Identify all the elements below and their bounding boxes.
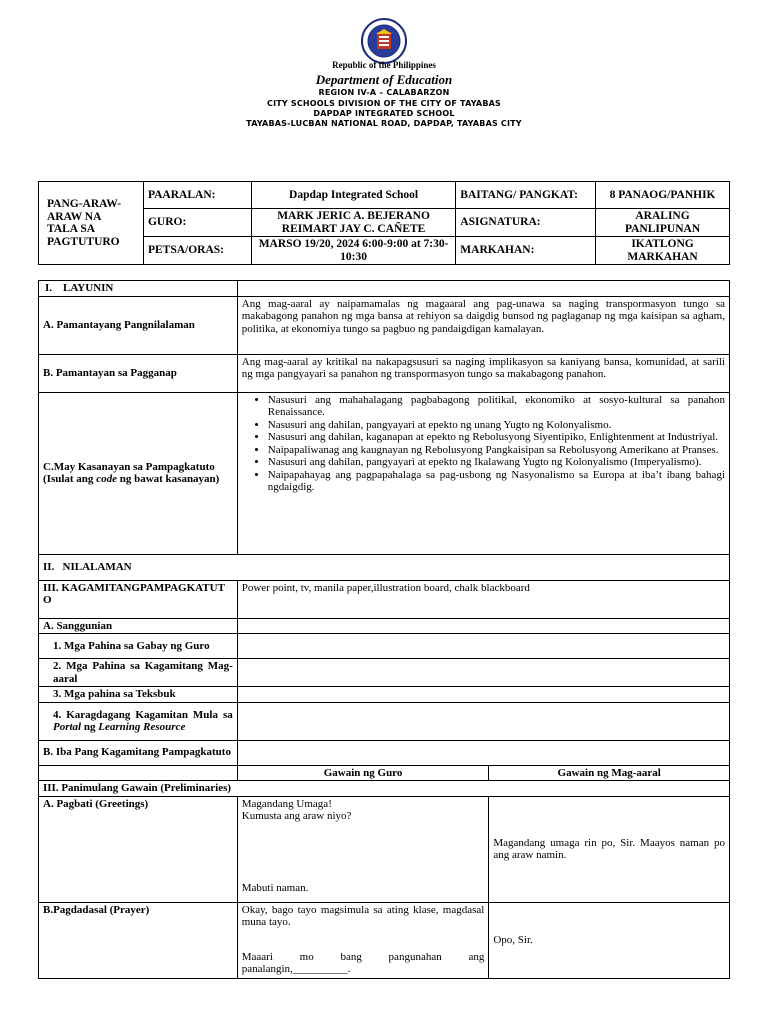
pamantayan-pagganap-label: B. Pamantayan sa Pagganap (39, 354, 238, 392)
markahan-value: IKATLONG MARKAHAN (596, 237, 730, 265)
layunin-heading: I. LAYUNIN (39, 281, 238, 297)
gawain-header-blank (39, 765, 238, 781)
kagamitan-text: Power point, tv, manila paper,illustration board, chalk blackboard (237, 580, 729, 618)
pagbati-guro-cell (237, 796, 489, 902)
kasanayan-item: • Naipapahayag ang pagpapahalaga sa pag-usbong ng Nasyonalismo sa Europa at iba’t ibang bahagi ngdaigdig. (268, 469, 725, 494)
school-line: DAPDAP INTEGRATED SCHOOL (313, 109, 455, 118)
gabay-guro-blank (237, 634, 729, 659)
markahan-label: MARKAHAN: (456, 237, 596, 265)
sanggunian-blank (237, 618, 729, 634)
kasanayan-label-note-a: (Isulat ang (43, 473, 97, 485)
teksbuk-blank (237, 687, 729, 703)
guro-label: GURO: (143, 209, 251, 237)
pagbati-label: A. Pagbati (Greetings) (39, 796, 238, 902)
kasanayan-label-code: code (96, 473, 117, 485)
iba-pang-kagamitan-label: B. Iba Pang Kagamitang Pampagkatuto (39, 740, 238, 765)
pagdadasal-mag-aaral-text: Opo, Sir. (489, 902, 730, 978)
kasanayan-item: • Nasusuri ang dahilan, pangyayari at epekto ng unang Yugto ng Kolonyalismo. (268, 419, 725, 432)
department-line: Department of Education (315, 72, 453, 87)
kasanayan-item: • Nasusuri ang dahilan, pangyayari at epekto ng Ikalawang Yugto ng Kolonyalismo (Imperyalismo). (268, 456, 725, 469)
kasanayan-list (242, 394, 725, 494)
pagbati-mag-aaral-text: Magandang umaga rin po, Sir. Maayos naman po ang araw namin. (489, 796, 730, 902)
teksbuk-label: 3. Mga pahina sa Teksbuk (39, 687, 238, 703)
kasanayan-item: • Nasusuri ang dahilan, kaganapan at epekto ng Rebolusyong Siyentipiko, Enlightenment at Industriyal. (268, 431, 725, 444)
pamantayan-pagganap-text: Ang mag-aaral ay kritikal na nakapagsusuri sa naging implikasyon sa kaniyang bansa, komunidad, at sarili ng mga pangyayari sa panahon ng transpormasyon tungo sa makabagong panahon. (237, 354, 729, 392)
lesson-log-title: PANG-ARAW-ARAW NA TALA SA PAGTUTURO (39, 182, 144, 265)
kasanayan-item: • Nasusuri ang mahahalagang pagbabagong politikal, ekonomiko at sosyo-kultural sa panahon Renaissance. (268, 394, 725, 419)
paaralan-value: Dapdap Integrated School (251, 182, 455, 209)
kasanayan-label (39, 392, 238, 554)
gabay-guro-label: 1. Mga Pahina sa Gabay ng Guro (39, 634, 238, 659)
guro-value: MARK JERIC A. BEJERANO REIMART JAY C. CAÑETE (251, 209, 455, 237)
karagdagang-kagamitan-label (39, 702, 238, 740)
kagamitan-label: III. KAGAMITANGPAMPAGKATUTO (39, 580, 238, 618)
pagdadasal-guro-line: Maaari mo bang pangunahan ang panalangin,__________. (241, 950, 485, 975)
pamantayang-pangnilalaman-label: A. Pamantayang Pangnilalaman (39, 296, 238, 354)
kasanayan-label-main: C.May Kasanayan sa Pampagkatuto (43, 460, 215, 473)
iba-pang-kagamitan-blank (237, 740, 729, 765)
deped-seal-icon (359, 18, 409, 64)
pagdadasal-label: B.Pagdadasal (Prayer) (39, 902, 238, 978)
karagdagang-kagamitan-text-a: 4. Karagdagang Kagamitan Mula sa (53, 708, 233, 721)
paaralan-label: PAARALAN: (143, 182, 251, 209)
baitang-label: BAITANG/ PANGKAT: (456, 182, 596, 209)
gawain-mag-aaral-header: Gawain ng Mag-aaral (489, 765, 730, 781)
region-line: REGION IV-A – CALABARZON (318, 88, 450, 97)
karagdagang-kagamitan-text-b: ng (81, 721, 99, 733)
pamantayang-pangnilalaman-text: Ang mag-aaral ay naipamamalas ng magaaral ang pag-unawa sa naging transpormasyon tungo sa makabagong panahon ng mga bansa at rehiyon sa daigdig bunsod ng paglaganap ng mga kaisipan sa agham, politika, at ekonomiya tungo sa pagbuo ng pandaigdigan kamalayan. (237, 296, 729, 354)
pagbati-guro-line: Mabuti naman. (241, 882, 309, 894)
petsa-label: PETSA/ORAS: (143, 237, 251, 265)
republic-line: Republic of the Philippines (332, 60, 436, 70)
info-table (38, 181, 730, 265)
kagamitang-mag-aaral-blank (237, 659, 729, 687)
nilalaman-heading: II. NILALAMAN (39, 554, 730, 580)
lesson-plan-table (38, 280, 730, 979)
asignatura-label: ASIGNATURA: (456, 209, 596, 237)
baitang-value: 8 PANAOG/PANHIK (596, 182, 730, 209)
panimulang-gawain-heading: III. Panimulang Gawain (Preliminaries) (39, 781, 730, 797)
asignatura-value: ARALING PANLIPUNAN (596, 209, 730, 237)
petsa-value: MARSO 19/20, 2024 6:00-9:00 at 7:30-10:30 (251, 237, 455, 265)
layunin-blank (237, 281, 729, 297)
pagbati-guro-line: Kumusta ang araw niyo? (241, 810, 352, 822)
portal-text: Portal (53, 721, 82, 733)
pagbati-guro-line: Magandang Umaga! (241, 797, 332, 810)
pagdadasal-guro-cell (237, 902, 489, 978)
division-line: CITY SCHOOLS DIVISION OF THE CITY OF TAYABAS (267, 99, 501, 108)
sanggunian-label: A. Sanggunian (39, 618, 238, 634)
karagdagang-kagamitan-blank (237, 702, 729, 740)
kasanayan-label-note-b: ng bawat kasanayan) (116, 473, 220, 485)
kagamitang-mag-aaral-label: 2. Mga Pahina sa Kagamitang Mag-aaral (39, 659, 238, 687)
kasanayan-item: • Naipapaliwanag ang kaugnayan ng Rebolusyong Pangkaisipan sa Rebolusyong Amerikano at Pranses. (268, 444, 725, 457)
address-line: TAYABAS-LUCBAN NATIONAL ROAD, DAPDAP, TAYABAS CITY (246, 119, 522, 128)
kasanayan-list-cell (237, 392, 729, 554)
gawain-guro-header: Gawain ng Guro (237, 765, 489, 781)
learning-resource-text: Learning Resource (98, 721, 186, 733)
pagdadasal-guro-line: Okay, bago tayo magsimula sa ating klase, magdasal muna tayo. (241, 903, 485, 928)
